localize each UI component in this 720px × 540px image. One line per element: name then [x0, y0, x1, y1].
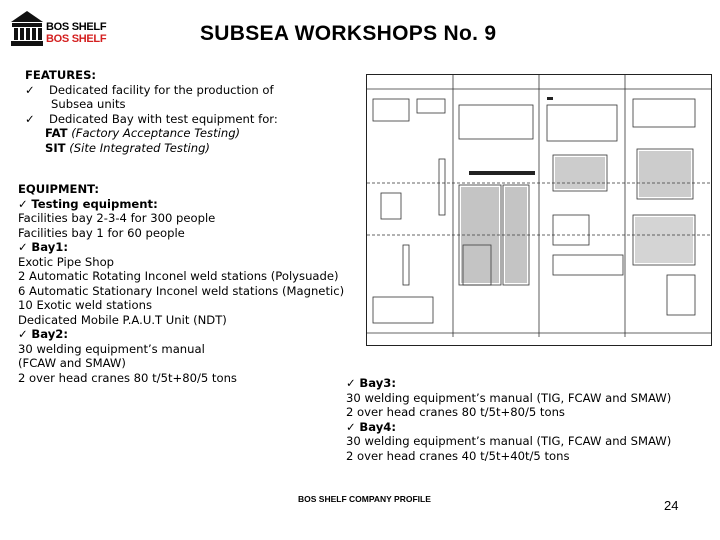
feature-item1-line2: Subsea units — [51, 97, 126, 111]
bay2-heading: Bay2: — [31, 327, 68, 341]
features-section — [25, 68, 355, 155]
equipment-section — [18, 182, 368, 385]
checkmark-icon: ✓ — [25, 111, 35, 126]
bay2-line: (FCAW and SMAW) — [18, 356, 126, 370]
logo-emblem-icon — [10, 10, 44, 48]
bay3-line: 30 welding equipment’s manual (TIG, FCAW and SMAW) — [346, 390, 672, 405]
bay3-line: 2 over head cranes 80 t/5t+80/5 tons — [346, 405, 565, 419]
checkmark-icon: ✓ — [346, 419, 356, 434]
equipment-heading: EQUIPMENT: — [18, 182, 100, 196]
page-title: SUBSEA WORKSHOPS No. 9 — [200, 22, 497, 45]
bay1-line: 6 Automatic Stationary Inconel weld stations (Magnetic) — [18, 283, 345, 298]
logo-text-line1: BOS SHELF — [46, 21, 107, 33]
bay3-heading: Bay3: — [359, 376, 396, 390]
fat-full: (Factory Acceptance Testing) — [71, 126, 241, 140]
workshop-floor-plan — [366, 74, 712, 346]
bay4-line: 2 over head cranes 40 t/5t+40t/5 tons — [346, 448, 570, 463]
bay2-line: 30 welding equipment’s manual — [18, 341, 205, 356]
bay1-heading: Bay1: — [31, 240, 68, 254]
checkmark-icon: ✓ — [18, 240, 28, 254]
footer-company-profile: BOS SHELF COMPANY PROFILE — [298, 494, 431, 504]
bay2-line: 2 over head cranes 80 t/5t+80/5 tons — [18, 370, 237, 385]
checkmark-icon: ✓ — [346, 376, 356, 390]
bay4-line: 30 welding equipment’s manual (TIG, FCAW and SMAW) — [346, 434, 672, 448]
company-logo — [10, 10, 130, 48]
checkmark-icon: ✓ — [18, 327, 28, 341]
testing-heading: Testing equipment: — [31, 196, 158, 211]
bay1-line: Exotic Pipe Shop — [18, 254, 115, 269]
testing-line: Facilities bay 1 for 60 people — [18, 225, 185, 240]
logo-text-line2: BOS SHELF — [46, 33, 107, 45]
feature-item2: Dedicated Bay with test equipment for: — [49, 111, 278, 126]
bay1-line: 2 Automatic Rotating Inconel weld stations (Polysuade) — [18, 269, 339, 283]
bay1-line: Dedicated Mobile P.A.U.T Unit (NDT) — [18, 312, 227, 327]
bay3-bay4-section — [346, 376, 706, 463]
floor-plan-drawing — [367, 75, 711, 345]
sit-abbr: SIT — [45, 140, 66, 155]
feature-item1-line1: Dedicated facility for the production of — [49, 82, 274, 97]
checkmark-icon: ✓ — [18, 196, 28, 211]
fat-abbr: FAT — [45, 126, 68, 140]
page-number: 24 — [664, 498, 679, 513]
bay4-heading: Bay4: — [359, 419, 396, 434]
features-heading: FEATURES: — [25, 68, 97, 82]
bay1-line: 10 Exotic weld stations — [18, 298, 153, 312]
checkmark-icon: ✓ — [25, 82, 35, 97]
sit-full: (Site Integrated Testing) — [69, 140, 210, 155]
testing-line: Facilities bay 2-3-4 for 300 people — [18, 211, 216, 225]
